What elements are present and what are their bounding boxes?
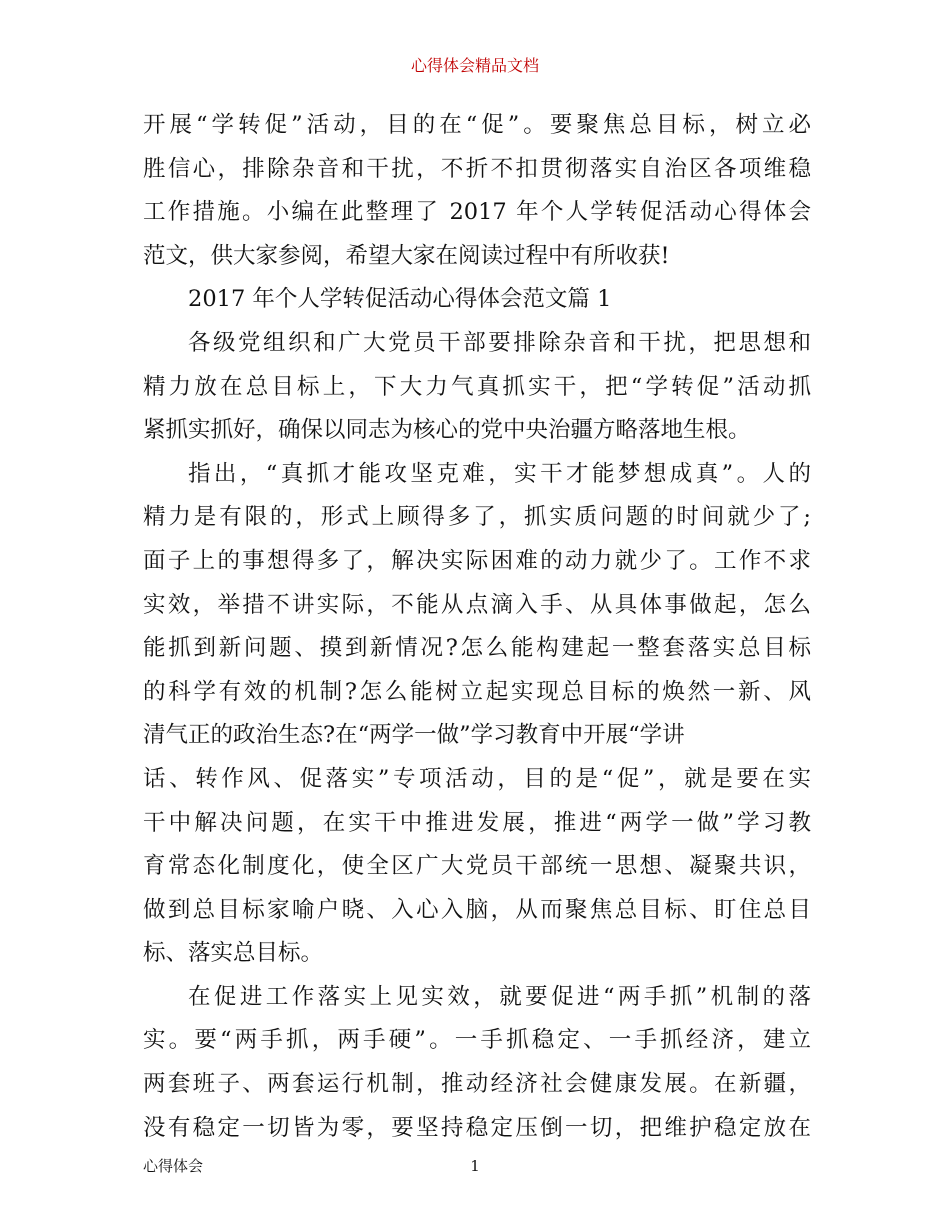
document-header: 心得体会精品文档 [410, 56, 539, 75]
footer-label: 心得体会 [143, 1157, 204, 1175]
text-line: 做到总目标家喻户晓、入心入脑，从而聚焦总目标、盯住总目 [143, 896, 811, 923]
document-body [143, 104, 811, 1150]
text-line: 面子上的事想得多了，解决实际困难的动力就少了。工作不求 [143, 547, 811, 574]
text-line: 各级党组织和广大党员干部要排除杂音和干扰，把思想和 [188, 329, 811, 356]
text-line: 干中解决问题，在实干中推进发展，推进“两学一做”学习教 [143, 809, 811, 836]
text-line: 育常态化制度化，使全区广大党员干部统一思想、凝聚共识， [143, 853, 811, 880]
text-line: 话、转作风、促落实”专项活动，目的是“促”，就是要在实 [143, 765, 811, 792]
text-line: 能抓到新问题、摸到新情况?怎么能构建起一整套落实总目标 [143, 635, 811, 662]
text-line: 精力放在总目标上，下大力气真抓实干，把“学转促”活动抓 [143, 373, 811, 400]
text-line: 清气正的政治生态?在“两学一做”学习教育中开展“学讲 [143, 722, 685, 749]
text-line: 2017 年个人学转促活动心得体会范文篇 1 [188, 286, 612, 313]
text-line: 范文，供大家参阅，希望大家在阅读过程中有所收获! [143, 242, 670, 269]
text-line: 指出，“真抓才能攻坚克难，实干才能梦想成真”。人的 [188, 460, 811, 487]
text-line: 工作措施。小编在此整理了 2017 年个人学转促活动心得体会 [143, 199, 811, 226]
text-line: 胜信心，排除杂音和干扰，不折不扣贯彻落实自治区各项维稳 [143, 155, 811, 182]
text-line: 实效，举措不讲实际，不能从点滴入手、从具体事做起，怎么 [143, 591, 811, 618]
text-line: 两套班子、两套运行机制，推动经济社会健康发展。在新疆， [143, 1071, 811, 1098]
text-line: 精力是有限的，形式上顾得多了，抓实质问题的时间就少了; [143, 504, 811, 531]
text-line: 紧抓实抓好，确保以同志为核心的党中央治疆方略落地生根。 [143, 417, 751, 444]
text-line: 开展“学转促”活动，目的在“促”。要聚焦总目标，树立必 [143, 112, 811, 138]
text-line: 没有稳定一切皆为零，要坚持稳定压倒一切，把维护稳定放在 [143, 1114, 811, 1141]
text-line: 在促进工作落实上见实效，就要促进“两手抓”机制的落 [188, 983, 811, 1010]
text-line: 实。要“两手抓，两手硬”。一手抓稳定、一手抓经济，建立 [143, 1027, 811, 1054]
text-line: 标、落实总目标。 [143, 940, 324, 967]
page-number: 1 [470, 1157, 480, 1175]
text-line: 的科学有效的机制?怎么能树立起实现总目标的焕然一新、风 [143, 678, 811, 705]
